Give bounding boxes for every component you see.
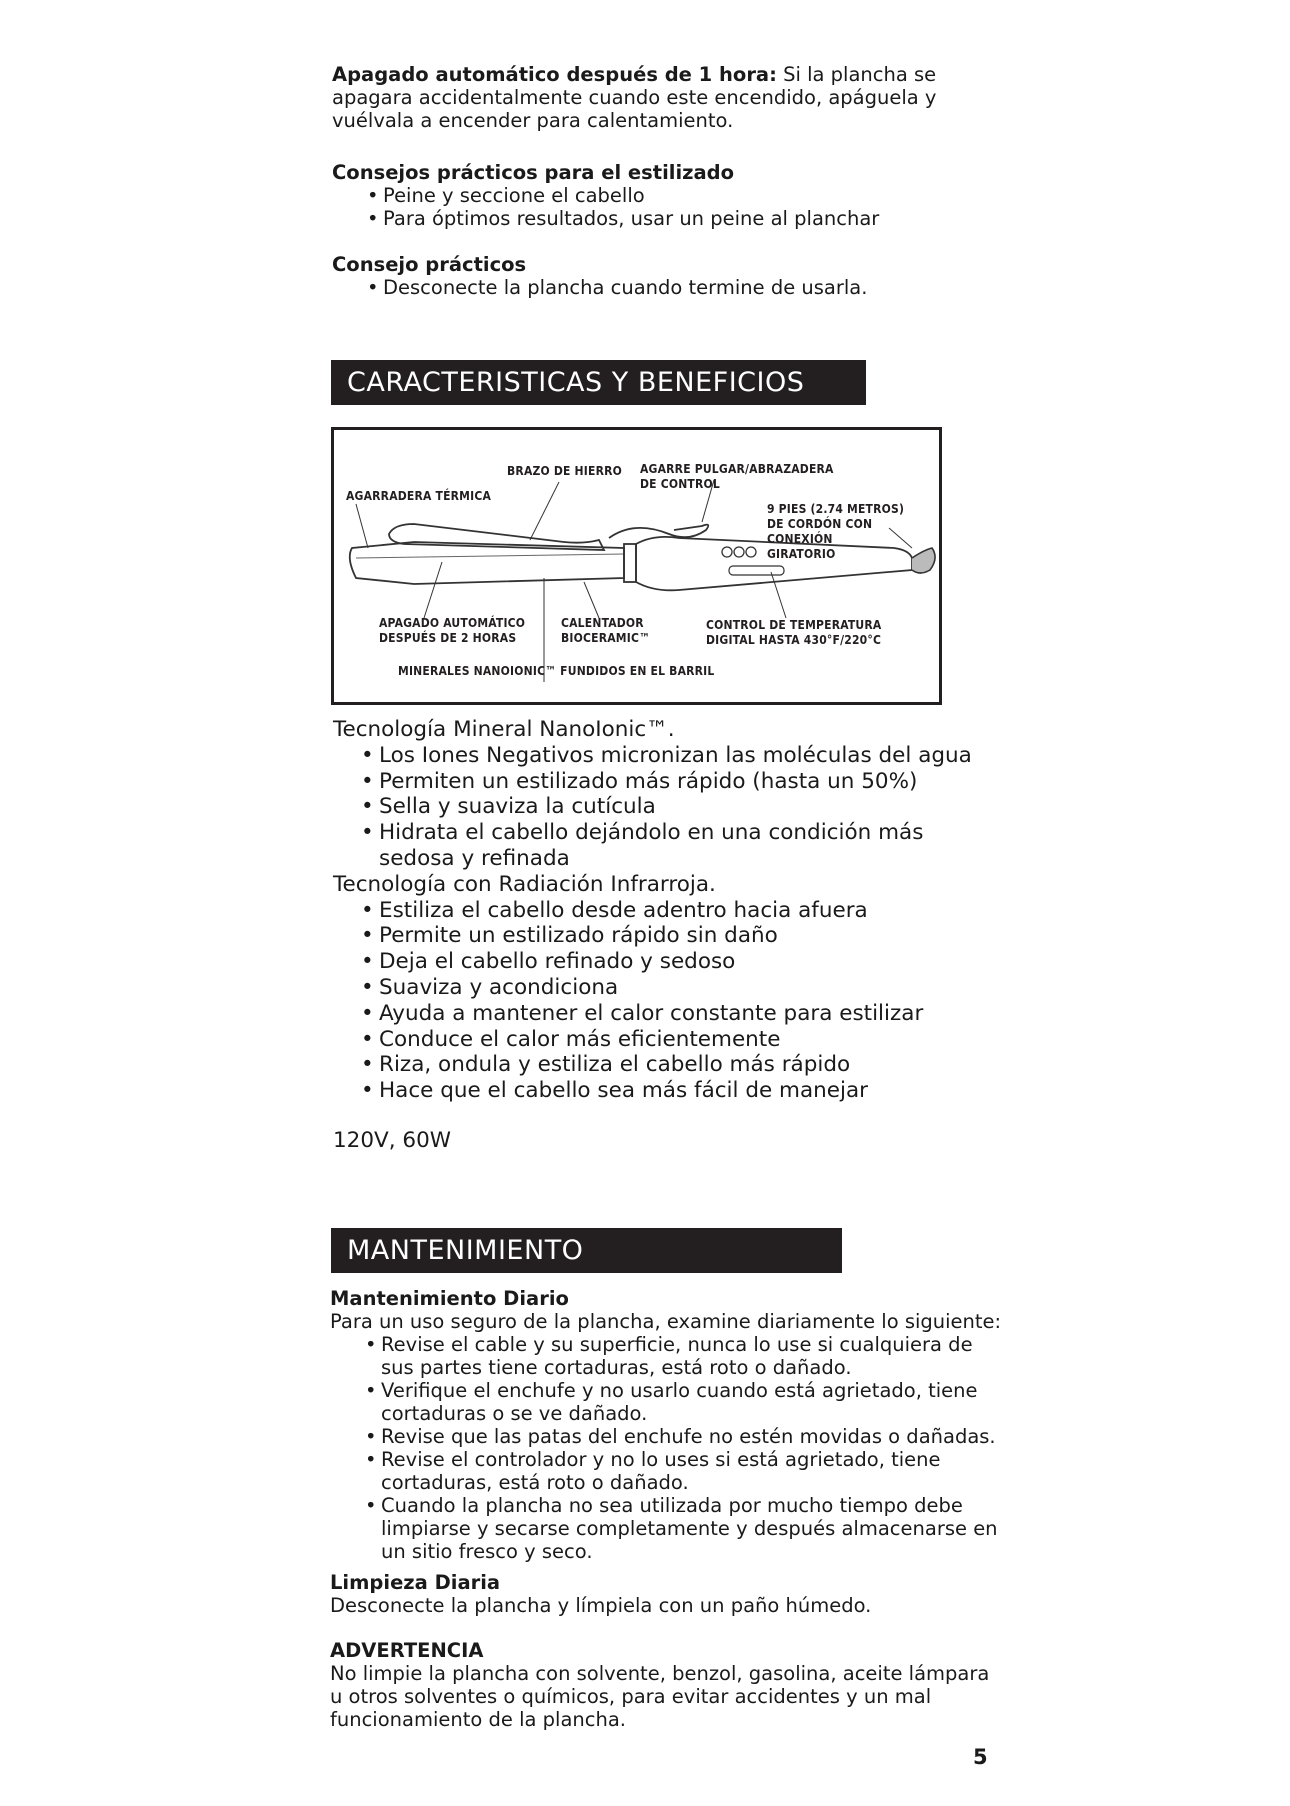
label-heater: CALENTADOR BIOCERAMIC™ <box>561 616 651 645</box>
list-item: • Revise el cable y su superficie, nunca lo use si cualquiera de sus partes tiene cortaduras, está roto o dañado. <box>365 1333 1005 1379</box>
auto-off-text: Si la plancha se apagara accidentalmente cuando este encendido, apáguela y vuélvala a encender para calentamiento. <box>332 63 937 132</box>
label-cord: 9 PIES (2.74 METROS) DE CORDÓN CON CONEXIÓN GIRATORIO <box>767 502 905 561</box>
list-item: • Suaviza y acondiciona <box>361 975 1053 1001</box>
label-handle: AGARRADERA TÉRMICA <box>346 489 492 503</box>
features-banner <box>331 360 866 405</box>
label-auto-off: APAGADO AUTOMÁTICO DESPUÉS DE 2 HORAS <box>379 616 526 645</box>
list-item: • Para óptimos resultados, usar un peine al planchar <box>367 207 1032 230</box>
page-number: 5 <box>973 1745 988 1769</box>
tips-section <box>332 161 1032 230</box>
list-item: • Cuando la plancha no sea utilizada por mucho tiempo debe limpiarse y secarse completamente y después almacenarse en un sitio fresco y seco. <box>365 1494 1005 1563</box>
curling-iron-diagram <box>331 427 942 705</box>
list-item: • Los Iones Negativos micronizan las moléculas del agua <box>361 743 1053 769</box>
list-item: • Revise que las patas del enchufe no estén movidas o dañadas. <box>365 1425 1005 1448</box>
warning-text: No limpie la plancha con solvente, benzol, gasolina, aceite lámpara u otros solventes o químicos, para evitar accidentes y un mal funcionamiento de la plancha. <box>330 1662 990 1731</box>
power-rating: 120V, 60W <box>333 1128 452 1153</box>
maintenance-section <box>330 1287 1030 1731</box>
list-item: • Permiten un estilizado más rápido (hasta un 50%) <box>361 769 1053 795</box>
maintenance-banner <box>331 1228 842 1273</box>
tip2-title: Consejo prácticos <box>332 253 527 276</box>
daily-intro: Para un uso seguro de la plancha, examine diariamente lo siguiente: <box>330 1310 1002 1333</box>
curling-iron-illustration <box>334 430 939 702</box>
features-banner-text: CARACTERISTICAS Y BENEFICIOS <box>347 367 805 398</box>
label-temp: CONTROL DE TEMPERATURA DIGITAL HASTA 430°F/220°C <box>706 618 882 647</box>
label-arm: BRAZO DE HIERRO <box>507 464 622 478</box>
auto-off-paragraph <box>332 63 1002 132</box>
label-grip: AGARRE PULGAR/ABRAZADERA DE CONTROL <box>640 462 834 491</box>
list-item: • Sella y suaviza la cutícula <box>361 794 1053 820</box>
list-item: • Revise el controlador y no lo uses si está agrietado, tiene cortaduras, está roto o dañado. <box>365 1448 1005 1494</box>
daily-title: Mantenimiento Diario <box>330 1287 569 1310</box>
maintenance-banner-text: MANTENIMIENTO <box>347 1235 584 1266</box>
list-item: • Permite un estilizado rápido sin daño <box>361 923 1053 949</box>
list-item: • Peine y seccione el cabello <box>367 184 1032 207</box>
list-item: • Conduce el calor más eficientemente <box>361 1027 1053 1053</box>
tech2-title: Tecnología con Radiación Infrarroja. <box>333 871 716 897</box>
list-item: • Deja el cabello refinado y sedoso <box>361 949 1053 975</box>
list-item: • Ayuda a mantener el calor constante para estilizar <box>361 1001 1053 1027</box>
tips-title: Consejos prácticos para el estilizado <box>332 161 734 184</box>
cleaning-title: Limpieza Diaria <box>330 1571 501 1594</box>
tip2-section <box>332 253 1032 299</box>
list-item: • Hace que el cabello sea más fácil de manejar <box>361 1078 1053 1104</box>
list-item: • Riza, ondula y estiliza el cabello más rápido <box>361 1052 1053 1078</box>
cleaning-text: Desconecte la plancha y límpiela con un paño húmedo. <box>330 1594 872 1617</box>
tech1-title: Tecnología Mineral NanoIonic™. <box>333 717 675 742</box>
list-item: • Estiliza el cabello desde adentro hacia afuera <box>361 898 1053 924</box>
list-item: • Hidrata el cabello dejándolo en una condición más sedosa y refinada <box>361 820 959 872</box>
auto-off-title: Apagado automático después de 1 hora: <box>332 63 777 86</box>
list-item: • Desconecte la plancha cuando termine de usarla. <box>367 276 1032 299</box>
warning-title: ADVERTENCIA <box>330 1639 484 1662</box>
label-minerals: MINERALES NANOIONIC™ FUNDIDOS EN EL BARRIL <box>398 664 715 678</box>
list-item: • Verifique el enchufe y no usarlo cuando está agrietado, tiene cortaduras o se ve dañado. <box>365 1379 1005 1425</box>
tech-section <box>333 717 1053 1104</box>
